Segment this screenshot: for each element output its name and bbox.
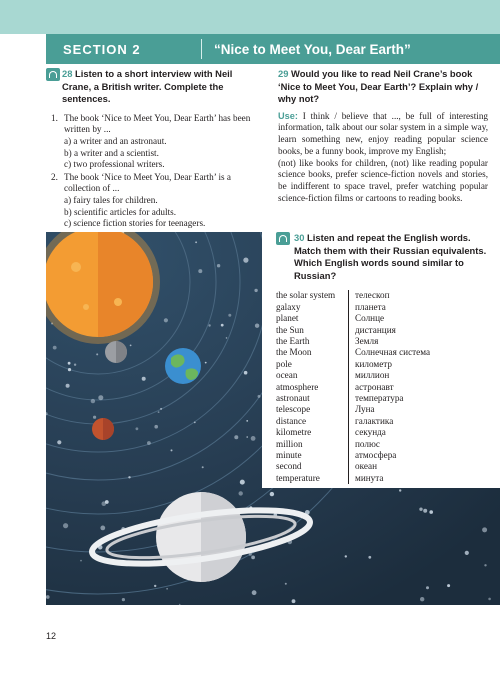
russian-word[interactable]: километр [355,358,392,369]
question-number: 1. [51,112,58,123]
mars [92,418,114,440]
russian-word[interactable]: полюс [355,438,380,449]
english-word[interactable]: the solar system [276,290,336,301]
english-word[interactable]: galaxy [276,301,301,312]
russian-word[interactable]: океан [355,461,378,472]
exercise-number: 29 [278,68,289,79]
english-word[interactable]: second [276,461,302,472]
english-word[interactable]: the Earth [276,336,310,346]
exercise-28-heading [46,68,261,106]
russian-words [353,290,430,484]
exercise-instruction: Would you like to read Neil Crane’s book ‘Nice to Meet You, Dear Earth’? Explain why / why not? [278,68,479,105]
russian-word[interactable]: секунда [355,427,386,438]
mercury [105,341,127,363]
listen-icon[interactable] [276,232,290,245]
english-word[interactable]: planet [276,313,299,324]
russian-word[interactable]: планета [355,301,386,312]
english-word[interactable]: temperature [276,472,320,483]
english-word[interactable]: distance [276,415,307,426]
exercise-30 [262,226,500,488]
earth [165,348,201,384]
answer-option[interactable]: c) science fiction stories for teenagers. [64,218,206,229]
exercise-29-heading [278,68,488,106]
section-title: “Nice to Meet You, Dear Earth” [214,41,411,57]
russian-word[interactable]: атмосфера [355,450,397,461]
listen-icon[interactable] [46,68,60,81]
english-word[interactable]: minute [276,450,302,461]
useful-phrases [278,111,488,205]
phrases-text: (not) like books for children, (not) like reading popular science books, prefer science-fiction novels and stories, be indifferent to space travel, prefer watching popular science-fiction films or cartoons to reading books. [278,157,488,203]
top-band [0,0,500,34]
answer-option[interactable]: c) two professional writers. [64,159,165,170]
english-word[interactable]: astronaut [276,393,310,404]
question-stem: The book ‘Nice to Meet You, Dear Earth’ is a collection of ... [64,171,231,194]
page-number: 12 [46,631,57,641]
exercise-number: 28 [62,68,73,79]
column-divider [348,290,349,484]
exercise-30-heading [276,232,490,282]
question-item [51,112,261,171]
question-item [51,171,261,230]
english-word[interactable]: ocean [276,370,298,381]
russian-word[interactable]: дистанция [355,324,396,335]
english-word[interactable]: atmosphere [276,381,319,392]
russian-word[interactable]: Солнечная система [355,347,431,358]
russian-word[interactable]: температура [355,393,404,404]
answer-option[interactable]: b) scientific articles for adults. [64,206,176,217]
english-word[interactable]: pole [276,358,292,369]
english-words [276,290,348,484]
section-header [46,34,500,64]
english-word[interactable]: million [276,438,303,449]
exercise-instruction: Listen and repeat the English words. Match them with their Russian equivalents. Which English words sound similar to Russian? [294,232,487,281]
russian-word[interactable]: Луна [355,404,375,415]
russian-word[interactable]: телескоп [355,290,390,301]
russian-word[interactable]: астронавт [355,381,394,392]
answer-option[interactable]: a) a writer and an astronaut. [64,135,167,146]
exercise-28 [46,68,261,230]
english-word[interactable]: the Sun [276,324,304,335]
word-table [276,290,490,484]
russian-word[interactable]: Солнце [355,313,385,324]
question-list [46,113,261,230]
english-word[interactable]: telescope [276,404,311,415]
answer-option[interactable]: a) fairy tales for children. [64,194,158,205]
exercise-instruction: Listen to a short interview with Neil Crane, a British writer. Complete the sentences. [62,68,233,105]
exercise-number: 30 [294,232,305,243]
exercise-29 [278,68,488,204]
russian-word[interactable]: галактика [355,415,394,426]
english-word[interactable]: the Moon [276,347,312,358]
english-word[interactable]: kilometre [276,427,312,438]
russian-word[interactable]: миллион [355,370,390,381]
russian-word[interactable]: минута [355,472,384,483]
russian-word[interactable]: Земля [355,336,379,346]
question-number: 2. [51,171,58,182]
section-label: SECTION 2 [63,41,141,57]
phrases-text: I think / believe that ..., be full of interesting information, talk about our solar system in a simple way, learn something new, enjoy reading popular science books, be a funny book, improve my English; [278,110,489,156]
header-divider [201,39,202,59]
answer-option[interactable]: b) a writer and a scientist. [64,147,159,158]
use-label: Use: [278,110,298,121]
question-stem: The book ‘Nice to Meet You, Dear Earth’ has been written by ... [64,112,251,135]
